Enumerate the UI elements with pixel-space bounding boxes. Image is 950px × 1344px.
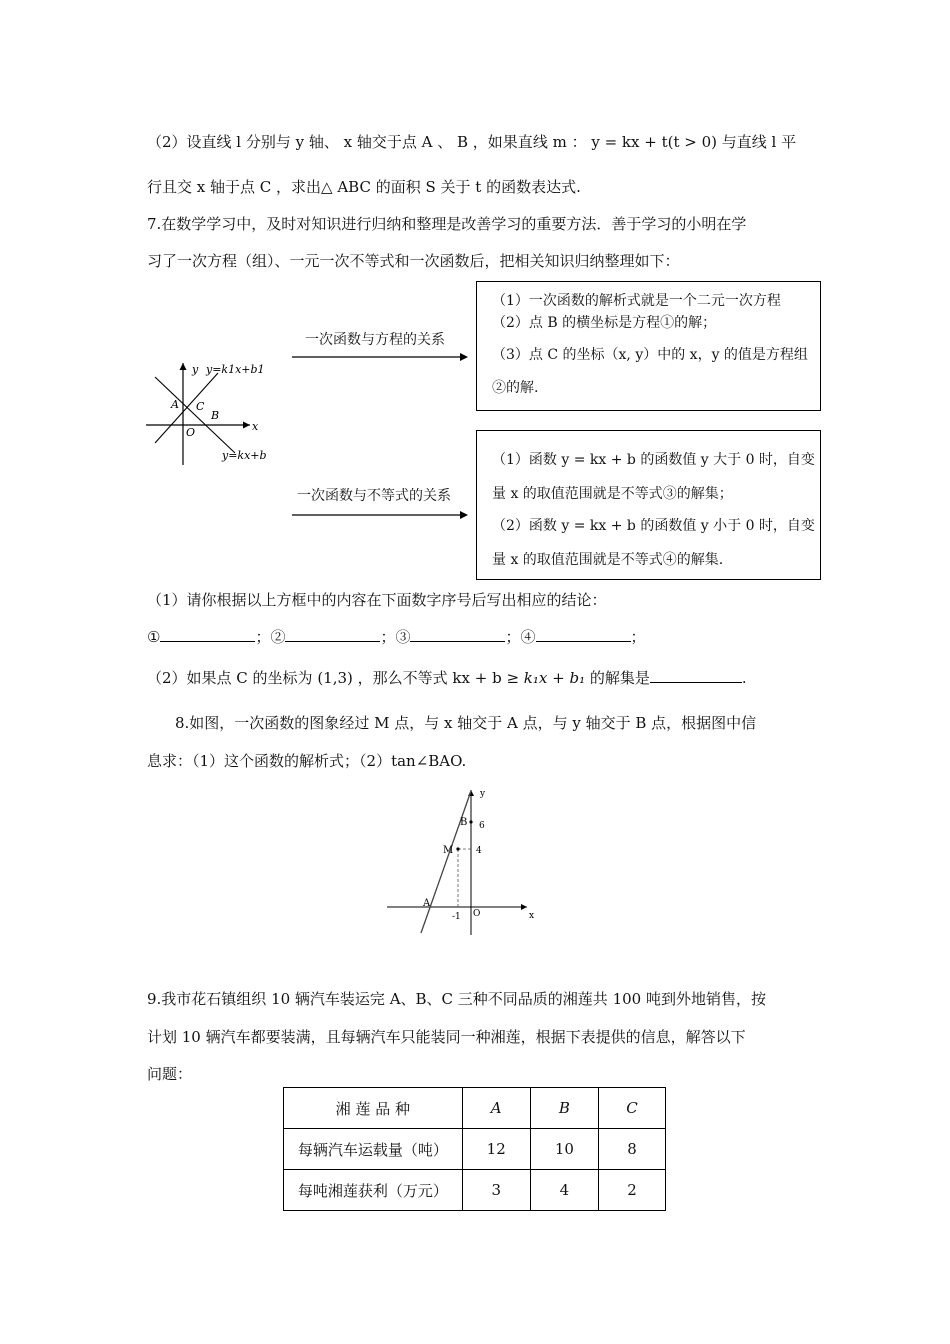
blank-label-3: ；③ <box>380 628 411 646</box>
box2-line3: （2）函数 y = kx + b 的函数值 y 小于 0 时，自变 <box>492 518 815 534</box>
point-b <box>469 820 472 823</box>
tick-neg1: -1 <box>452 912 461 922</box>
origin-label: O <box>186 426 196 439</box>
summary-box-equation <box>476 281 821 411</box>
box1-line4: ②的解. <box>492 380 539 396</box>
line2-label: y=kx+b <box>222 449 267 462</box>
q7-sub2-prefix: （2）如果点 C 的坐标为 (1,3) ，那么不等式 kx + b ≥ <box>147 669 520 687</box>
blank-label-4: ；④ <box>505 628 536 646</box>
q9-line3: 问题： <box>147 1065 193 1083</box>
blank-label-end: ； <box>630 628 646 646</box>
table-row <box>284 1170 666 1211</box>
q7-blank-row <box>147 626 646 647</box>
answer-blank-4[interactable] <box>536 627 631 642</box>
q6-part2-line2: 行且交 x 轴于点 C ，求出△ ABC 的面积 S 关于 t 的函数表达式. <box>147 178 581 196</box>
answer-blank-3[interactable] <box>410 627 505 642</box>
arrow2 <box>292 508 472 522</box>
point-b-label: B <box>211 409 220 422</box>
table-cell: 8 <box>598 1129 665 1170</box>
table-header-cell: B <box>530 1088 598 1129</box>
line-k <box>155 377 235 453</box>
table-header-cell: C <box>598 1088 665 1129</box>
table-header-cell: A <box>462 1088 530 1129</box>
function-line <box>421 791 471 933</box>
point-m <box>456 847 459 850</box>
q7-intro-line1: 7.在数学学习中，及时对知识进行归纳和整理是改善学习的重要方法．善于学习的小明在学 <box>147 215 747 233</box>
q9-line2: 计划 10 辆汽车都要装满，且每辆汽车只能装同一种湘莲，根据下表提供的信息，解答以下 <box>147 1028 746 1046</box>
q9-line1: 9.我市花石镇组织 10 辆汽车装运完 A、B、C 三种不同品质的湘莲共 100 吨到外地销售，按 <box>147 990 766 1008</box>
q7-sub2-end: . <box>741 669 747 687</box>
table-cell: 10 <box>530 1129 598 1170</box>
box1-line3: （3）点 C 的坐标（x, y）中的 x，y 的值是方程组 <box>492 347 808 363</box>
arrow1 <box>292 350 472 364</box>
table-cell: 每辆汽车运载量（吨） <box>284 1129 463 1170</box>
box2-line1: （1）函数 y = kx + b 的函数值 y 大于 0 时，自变 <box>492 452 815 468</box>
table-header-cell: 湘 莲 品 种 <box>284 1088 463 1129</box>
answer-blank-2[interactable] <box>285 627 380 642</box>
table-header-row <box>284 1088 666 1129</box>
q7-graph <box>140 355 280 470</box>
blank-label-2: ；② <box>255 628 286 646</box>
lotus-table <box>283 1087 666 1211</box>
q8-graph <box>385 785 545 940</box>
answer-blank-5[interactable] <box>650 668 742 683</box>
arrow2-label: 一次函数与不等式的关系 <box>297 488 451 504</box>
box2-line4: 量 x 的取值范围就是不等式④的解集. <box>492 552 724 568</box>
x-label: x <box>529 911 535 921</box>
tick-4: 4 <box>476 846 482 856</box>
box2-line2: 量 x 的取值范围就是不等式③的解集； <box>492 486 733 502</box>
box1-line1: （1）一次函数的解析式就是一个二元一次方程 <box>492 293 781 309</box>
q8-line2: 息求：（1）这个函数的解析式；（2）tan∠BAO. <box>147 752 467 770</box>
point-a-label: A <box>171 398 179 411</box>
b-label: B <box>460 817 468 828</box>
x-axis-label: x <box>252 420 259 433</box>
q7-intro-line2: 习了一次方程（组）、一元一次不等式和一次函数后，把相关知识归纳整理如下： <box>147 252 680 270</box>
arrow1-label: 一次函数与方程的关系 <box>305 332 445 348</box>
table-row <box>284 1129 666 1170</box>
table-cell: 12 <box>462 1129 530 1170</box>
q8-line1: 8.如图，一次函数的图象经过 M 点，与 x 轴交于 A 点，与 y 轴交于 B 点，根据图中信 <box>175 714 757 732</box>
tick-6: 6 <box>479 821 485 831</box>
point-c-label: C <box>196 400 205 413</box>
table-cell: 每吨湘莲获利（万元） <box>284 1170 463 1211</box>
a-label: A <box>423 898 431 909</box>
table-cell: 4 <box>530 1170 598 1211</box>
box1-line2: （2）点 B 的横坐标是方程①的解； <box>492 315 717 331</box>
table-cell: 2 <box>598 1170 665 1211</box>
o-label: O <box>473 909 481 919</box>
m-label: M <box>443 845 454 856</box>
q7-sub1: （1）请你根据以上方框中的内容在下面数字序号后写出相应的结论： <box>147 591 607 609</box>
answer-blank-1[interactable] <box>160 627 255 642</box>
q7-sub2-expr: k₁x + b₁ <box>523 669 586 687</box>
q7-sub2-suffix: 的解集是 <box>589 669 650 687</box>
y-axis-label: y <box>192 363 199 376</box>
q6-part2-line1: （2）设直线 l 分别与 y 轴、 x 轴交于点 A 、 B ，如果直线 m ： y = kx + t(t > 0) 与直线 l 平 <box>147 133 797 151</box>
summary-box-inequality <box>476 430 821 580</box>
table-cell: 3 <box>462 1170 530 1211</box>
blank-label-1: ① <box>147 628 161 646</box>
line1-label: y=k1x+b1 <box>206 363 265 376</box>
y-label: y <box>480 789 486 799</box>
q7-sub2 <box>147 667 747 688</box>
